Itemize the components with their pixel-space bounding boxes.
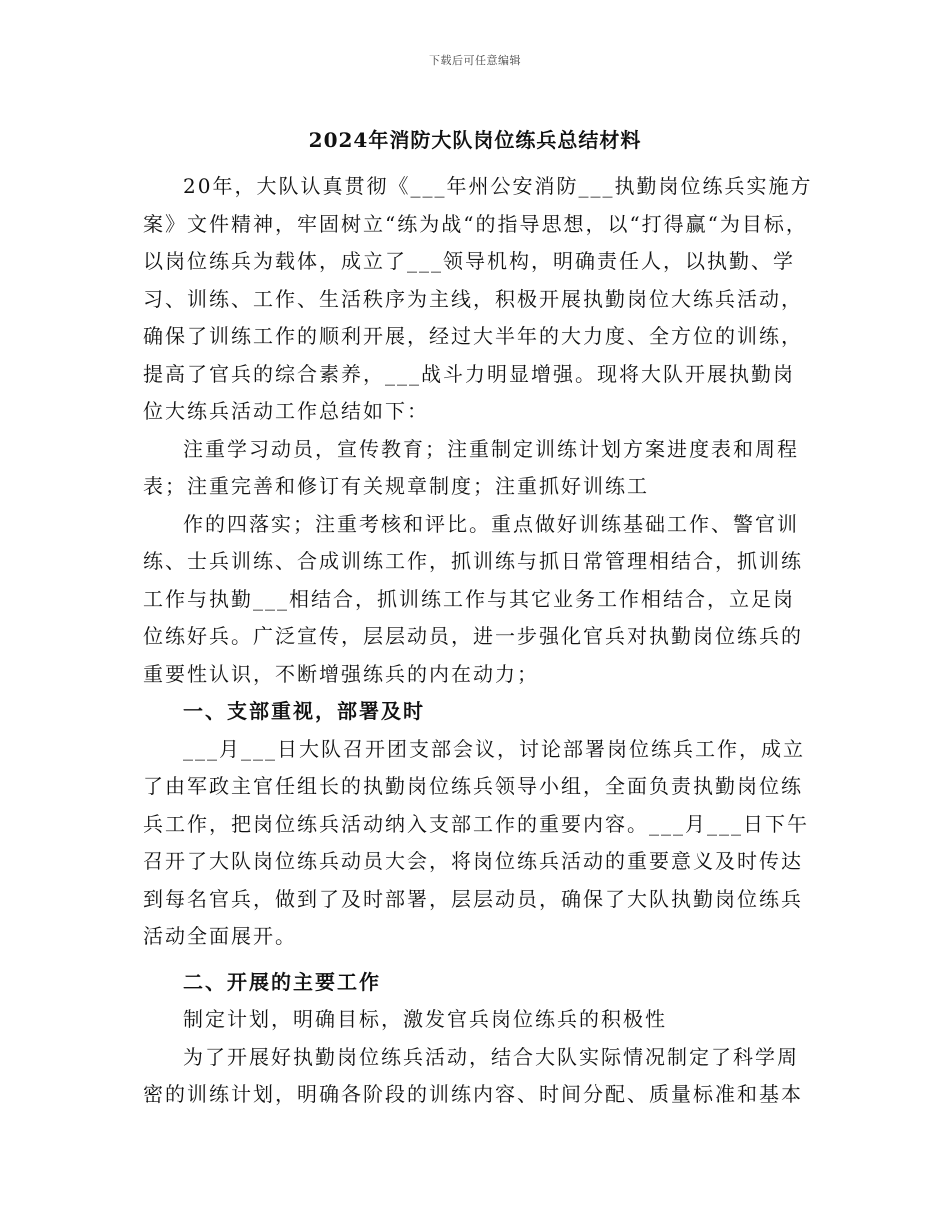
paragraph-section-2: 为了开展好执勤岗位练兵活动，结合大队实际情况制定了科学周密的训练计划，明确各阶段的训练内容、时间分配、质量标准和基本 — [143, 1044, 803, 1106]
paragraph-continuation: 作的四落实；注重考核和评比。重点做好训练基础工作、警官训练、士兵训练、合成训练工作，抓训练与抓日常管理相结合，抓训练工作与执勤___相结合，抓训练工作与其它业务工作相结合，立足岗位练好兵。广泛宣传，层层动员，进一步强化官兵对执勤岗位练兵的重要性认识，不断增强练兵的内在动力； — [143, 511, 803, 686]
document-title: 2024年消防大队岗位练兵总结材料 — [308, 128, 642, 152]
paragraph-emphasis: 注重学习动员，宣传教育；注重制定训练计划方案进度表和周程表；注重完善和修订有关规章制度；注重抓好训练工 — [143, 436, 799, 498]
section-heading-2: 二、开展的主要工作 — [183, 969, 381, 994]
paragraph-section-1: ___月___日大队召开团支部会议，讨论部署岗位练兵工作，成立了由军政主官任组长的执勤岗位练兵领导小组，全面负责执勤岗位练兵工作，把岗位练兵活动纳入支部工作的重要内容。___月___日下午召开了大队岗位练兵动员大会，将岗位练兵活动的重要意义及时传达到每名官兵，做到了及时部署，层层动员，确保了大队执勤岗位练兵活动全面展开。 — [143, 736, 809, 948]
section-heading-1: 一、支部重视，部署及时 — [183, 699, 425, 723]
paragraph-subheading: 制定计划，明确目标，激发官兵岗位练兵的积极性 — [183, 1007, 667, 1031]
header-note: 下载后可任意编辑 — [429, 54, 521, 67]
paragraph-intro: 20年，大队认真贯彻《___年州公安消防___执勤岗位练兵实施方案》文件精神，牢固树立“练为战“的指导思想，以“打得赢“为目标，以岗位练兵为载体，成立了___领导机构，明确责任人，以执勤、学习、训练、工作、生活秩序为主线，积极开展执勤岗位大练兵活动，确保了训练工作的顺利开展，经过大半年的大力度、全方位的训练，提高了官兵的综合素养，___战斗力明显增强。现将大队开展执勤岗位大练兵活动工作总结如下： — [143, 174, 813, 423]
document-body — [143, 168, 813, 1114]
